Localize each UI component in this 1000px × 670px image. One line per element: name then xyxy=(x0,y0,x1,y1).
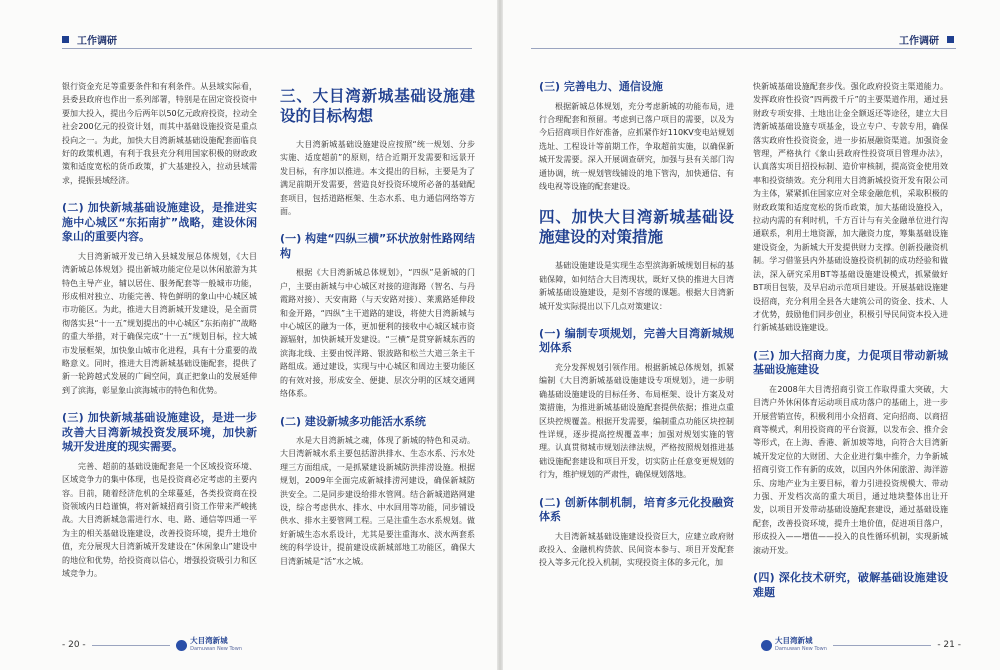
left-footer xyxy=(62,638,242,652)
left-header-rule xyxy=(62,48,472,49)
left-column-1 xyxy=(62,80,257,580)
header-square-icon xyxy=(62,36,69,43)
header-square-icon xyxy=(947,36,954,43)
page-number: - 20 - xyxy=(62,640,86,650)
publication-logo xyxy=(176,637,242,653)
paragraph: 银行资金充足等重要条件和有利条件。从县域实际看，县委县政府也作出一系列部署，特别是在固定资投资中要加大投入，提出今后两年以50亿元政府投资，拉动全社会200亿元的投资计划，而其中基础设施投资是重点投向之一。为此，加快大目湾新城基础设施配套面临良好的政策机遇，有利于我县充分利用国家积极的财政政策和适度宽松的货币政策，扩大基建投入，拉动县域需求，提振县域经济。 xyxy=(62,82,257,185)
paragraph: 快新城基础设施配套步伐。强化政府投资主渠道能力。发挥政府性投资“四两拨千斤”的主要渠道作用，通过县财政专项安排、土地出让金全额返还等途径，建立大目湾新城基础设施专项基金，设立专户、专款专用，确保落实政府性投资资金，进一步拓展融资渠道。加强资金管理，严格执行《象山县政府性投资项目管理办法》，认真落实项目招投标制、造价审核制，提高资金使用效率和投资绩效。充分利用大目湾新城投资开发有限公司为主体，紧紧抓住国家应对全球金融危机，采取积极的财政政策和适度宽松的货币政策，加大基础设施投入，拉动内需的有利时机，千方百计与有关金融单位进行沟通联系，利用土地资源，加大融资力度，筹集基础设施建设资金，为新城大开发提供财力支撑。创新投融资机制。学习借鉴县内外基础设施投资机制的成功经验和做法，深入研究采用BT等基础设施建设模式，抓紧做好BT项目包装，及早启动示范项目建设。开展基础设施建设招商，充分利用全县各大建筑公司的资金、技术、人才优势，鼓励他们同步创业，积极引导民间资本投入进行新城基础设施建设。 xyxy=(753,82,948,333)
chapter-heading: 四、加快大目湾新城基础设施建设的对策措施 xyxy=(539,208,734,247)
right-header xyxy=(899,32,954,46)
chapter-heading: 三、大目湾新城基础设施建设的目标构想 xyxy=(280,87,475,125)
right-header-rule xyxy=(531,48,956,49)
section-heading: (三) 加大招商力度，力促项目带动新城基础设施建设 xyxy=(753,348,948,377)
right-page xyxy=(501,0,1000,670)
right-column-2 xyxy=(753,80,948,605)
section-heading: (二) 创新体制机制，培育多元化投融资体系 xyxy=(539,495,734,524)
logo-mark-icon xyxy=(761,640,772,651)
logo-mark-icon xyxy=(176,640,187,651)
section-heading: (二) 加快新城基础设施建设，是推进实施中心城区“东拓南扩”战略，建设休闲象山的重要内容。 xyxy=(62,201,257,244)
left-page xyxy=(0,0,499,670)
paragraph: 在2008年大目湾招商引资工作取得重大突破，大目湾户外休闲体育运动项目成功落户的基础上，进一步开展营销宣传，积极利用小众招商、定向招商、以商招商等模式，利用投资商的平台资源，以发布会、推介会等形式，在上海、香港、新加坡等地，向符合大目湾新城开发定位的大财团、大企业进行集中推介，力争新城招商引资工作有新的成效，以国内外休闲旅游、海洋游乐、房地产业为主要目标，着力引进投资规模大、带动力强、开发档次高的重大项目，通过地块整体出让开发，以项目开发带动基础设施配套建设，通过基础设施配套，改善投资环境，提升土地价值，促进项目落户，形成投入——增值——投入的良性循环机制，实现新城滚动开发。 xyxy=(753,384,948,555)
page-number: - 21 - xyxy=(937,640,961,650)
paragraph: 大目湾新城基础设施建设投资巨大，应建立政府财政投入、金融机构贷款、民间资本参与、项目开发配套投入等多元化投入机制，实现投资主体的多元化，加 xyxy=(539,531,734,568)
right-footer xyxy=(761,638,961,652)
right-column-1 xyxy=(539,80,734,570)
paragraph: 完善、超前的基础设施配套是一个区域投资环境、区域竞争力的集中体现，也是投资商必定考虑的主要内容。目前，随着经济危机的全球蔓延，各类投资商在投资领域内日趋谨慎，将对新城招商引资工作带来严峻挑战。大目湾新城急需进行水、电、路、通信等四通一平为主的相关基础设施建设，改善投资环境，提升土地价值，充分展现大目湾新城开发建设在“休闲象山”建设中的地位和优势，给投资商以信心，增强投资吸引力和区域竞争力。 xyxy=(62,461,257,578)
logo-subtext: Damuwan New Town xyxy=(190,646,242,652)
section-heading: (四) 深化技术研究，破解基础设施建设难题 xyxy=(753,571,948,599)
footer-rule xyxy=(92,645,170,646)
section-heading: (一) 编制专项规划，完善大目湾新城规划体系 xyxy=(539,326,734,355)
left-header xyxy=(62,32,117,46)
left-column-2 xyxy=(280,80,475,568)
left-header-title: 工作调研 xyxy=(77,35,117,47)
paragraph: 根据《大目湾新城总体规划》，“四纵”是新城的门户，主要由新城与中心城区对接的迎海路（智名、与丹霞路对接）、天安南路（与天安路对接）、莱熏路延伸段和金开路，“四纵”主干道路的建设，将使大目湾新城与中心城区的融为一体，更加便利的接收中心城区城市资源辐射，加快新城开发建设。“三横”是贯穿新城东西的滨海北线、主要由悦洋路、银波路和松兰大道三条主干路组成。通过建设，实现与中心城区和周边主要功能区的有效对接，形成安全、便捷、层次分明的区域交通网络体系。 xyxy=(280,268,475,399)
section-heading: (三) 完善电力、通信设施 xyxy=(539,80,663,93)
paragraph: 根据新城总体规划，充分考虑新城的功能布局，进行合理配套和预留。考虑到已落户项目的需要，以及为今后招商项目作好准备，应抓紧作好110KV变电站规划选址、工程设计等前期工作，争取超前实施，以确保新城开发需要。深入开展调查研究，加强与县有关部门沟通协调，统一规划管线铺设的地下管沟，加快通信、有线电视等设施的配套建设。 xyxy=(539,101,734,191)
section-heading: (一) 构建“四纵三横”环状放射性路网结构 xyxy=(280,232,475,260)
paragraph: 大目湾新城基础设施建设应按照“统一规划、分步实施、适度超前”的原则，结合近期开发需要和远景开发目标，有序加以推进。本文提出的目标，主要是为了满足前期开发需要，营造良好投资环境所必备的基础配套项目，包括道路框架、生态水系、电力通信网络等方面。 xyxy=(280,140,475,217)
paragraph: 水是大目湾新城之魂，体现了新城的特色和灵动。大目湾新城水系主要包括游洪排水、生态水系、污水处理三方面组成，一是抓紧建设新城防洪排涝设施。根据规划，2009年全面完成新城排涝河建设，确保新城防洪安全。二是同步建设给排水管网。结合新城道路网建设，综合考虑供水、排水、中水回用等功能，同步铺设供水、排水主要管网工程。三是注重生态水系规划。做好新城生态水系设计，尤其是要注重海水、淡水两套系统的科学设计，提前建设成新城部地工功能区，确保大目湾新城是“活”水之城。 xyxy=(280,436,475,566)
logo-text: 大目湾新城 xyxy=(190,636,228,645)
paragraph: 大目湾新城开发已纳入县城发展总体规划，《大目湾新城总体规划》提出新城功能定位是以休闲旅游为其特色主导产业，辅以居住、服务配套等一般城市功能，形成相对独立、功能完善、特色鲜明的象山中心城区城市功能区。为此，推进大目湾新城开发建设，是全面贯彻落实县“十一五”规划提出的中心城区“东拓南扩”战略的重大举措，对于确保完成“十一五”规划目标，拉大城市发展框架，加快象山城市化进程，具有十分重要的战略意义。同时，推进大目湾新城基础设施配套，提供了新一轮跨越式发展的广阔空间，真正把象山的发展延伸到了滨海，彰显象山滨海城市的特色和优势。 xyxy=(62,251,257,395)
right-header-title: 工作调研 xyxy=(899,35,939,47)
section-heading: (二) 建设新城多功能活水系统 xyxy=(280,414,426,428)
paragraph: 基础设施建设是实现生态型滨海新城规划目标的基础保障，如何结合大目湾现状，既好又快的推进大目湾新城基础设施建设，是刻不容缓的课题。根据大目湾新城开发实际提出以下几点对策建议： xyxy=(539,261,734,311)
footer-rule xyxy=(833,645,931,646)
logo-subtext: Damuwan New Town xyxy=(775,646,827,652)
logo-text: 大目湾新城 xyxy=(775,636,813,645)
publication-logo xyxy=(761,637,827,653)
section-heading: (三) 加快新城基础设施建设，是进一步改善大目湾新城投资发展环境，加快新城开发进度的现实需要。 xyxy=(62,411,257,454)
paragraph: 充分发挥规划引领作用。根据新城总体规划，抓紧编制《大目湾新城基础设施建设专项规划》，进一步明确基础设施建设的目标任务、布局框架、设计方案及对策措施，为推进新城基础设施配套提供依据；推进点重区块控规覆盖。根据开发需要，编制重点功能区块控制性详规，逐步提高控规覆盖率；加强对规划实施的管理。认真贯彻城市规划法律法规，严格按照规划推进基础设施配套建设和项目开发，切实防止任意变更规划的行为，维护规划的严肃性，确保规划落地。 xyxy=(539,362,734,480)
